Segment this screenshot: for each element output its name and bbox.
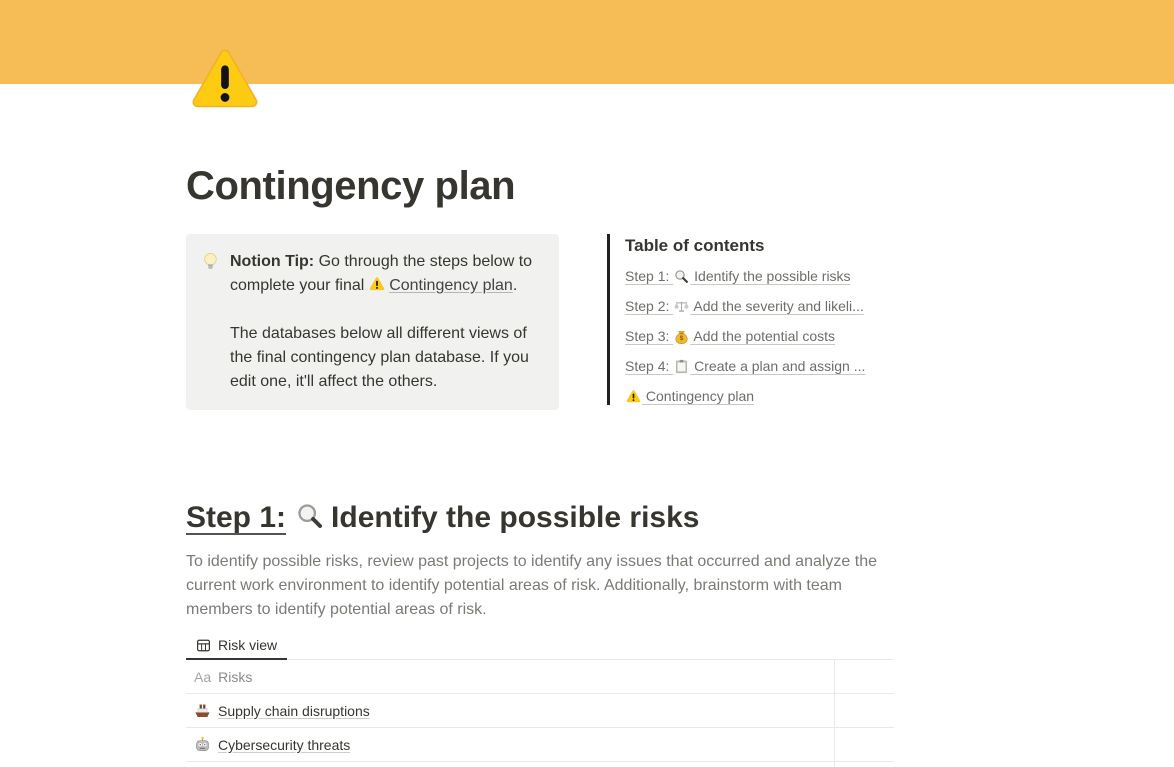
table-row[interactable] xyxy=(186,728,894,762)
empty-cell xyxy=(186,762,835,767)
robot-icon xyxy=(194,736,211,753)
magnifier-icon xyxy=(296,502,324,530)
toc-item-step-4[interactable]: Step 4: Create a plan and assign ... xyxy=(625,358,866,374)
toc-item-step-3[interactable]: Step 3: Add the potential costs xyxy=(625,328,836,344)
row-page-link[interactable]: Supply chain disruptions xyxy=(218,702,370,719)
table-view-icon xyxy=(196,638,211,653)
toc-item-step-1[interactable]: Step 1: Identify the possible risks xyxy=(625,268,851,284)
callout-tip-text: Go through the steps below to complete your final xyxy=(230,253,533,294)
table-header-row xyxy=(186,660,894,694)
tab-risk-view[interactable] xyxy=(186,630,287,660)
step-1-section xyxy=(186,500,894,767)
step-1-heading xyxy=(186,500,894,536)
notion-tip-callout xyxy=(186,234,559,410)
scales-icon xyxy=(674,299,689,314)
callout-tip-suffix: . xyxy=(512,277,518,294)
warning-icon xyxy=(369,277,385,294)
toc-item-contingency-plan[interactable]: Contingency plan xyxy=(625,388,894,405)
callout-text xyxy=(230,250,543,394)
table-of-contents xyxy=(607,234,894,405)
text-property-icon: Aa xyxy=(194,668,212,685)
column-left xyxy=(186,234,559,418)
step-1-paragraph: To identify possible risks, review past projects to identify any issues that occurred and analyze the current work environment to identify potential areas of risk. Additionally, brainstorm with team members to identify potential areas of risk. xyxy=(186,553,878,618)
toc-item-step-2[interactable]: Step 2: Add the severity and likeli... xyxy=(625,298,864,314)
empty-cell[interactable] xyxy=(835,728,894,761)
money-bag-icon xyxy=(674,329,689,344)
callout-paragraph: The databases below all different views of the final contingency plan database. If you edit one, it'll affect the others. xyxy=(230,325,529,390)
step-1-heading-text: Identify the possible risks xyxy=(331,501,700,534)
row-cell-cybersecurity[interactable] xyxy=(186,728,835,761)
toc-title: Table of contents xyxy=(625,236,765,255)
lightbulb-icon xyxy=(198,250,222,394)
empty-cell[interactable] xyxy=(835,694,894,727)
warning-icon xyxy=(188,44,262,116)
database-view-tabs xyxy=(186,630,894,660)
row-cell-supply-chain[interactable] xyxy=(186,694,835,727)
column-right xyxy=(607,234,894,418)
tab-label: Risk view xyxy=(218,637,278,653)
magnifier-icon xyxy=(674,269,689,284)
warning-icon xyxy=(626,389,641,404)
two-column-layout xyxy=(186,234,894,418)
column-gap xyxy=(559,234,607,418)
column-header-label: Risks xyxy=(218,668,253,685)
table-row-partial xyxy=(186,762,894,767)
empty-header-cell[interactable] xyxy=(835,660,894,693)
page-title: Contingency plan xyxy=(186,164,516,208)
risk-database-table xyxy=(186,660,894,767)
column-header-risks[interactable] xyxy=(186,660,835,693)
ship-icon xyxy=(194,702,211,719)
notion-page xyxy=(186,44,894,767)
clipboard-icon xyxy=(674,359,689,374)
row-page-link[interactable]: Cybersecurity threats xyxy=(218,736,351,753)
empty-cell xyxy=(835,762,894,767)
contingency-plan-link[interactable]: Contingency plan xyxy=(389,277,513,294)
page-icon-warning[interactable] xyxy=(188,44,262,116)
blank-line xyxy=(230,298,543,322)
callout-tip-bold: Notion Tip: xyxy=(230,253,315,270)
step-1-link[interactable]: Step 1: xyxy=(186,501,287,534)
table-row[interactable] xyxy=(186,694,894,728)
